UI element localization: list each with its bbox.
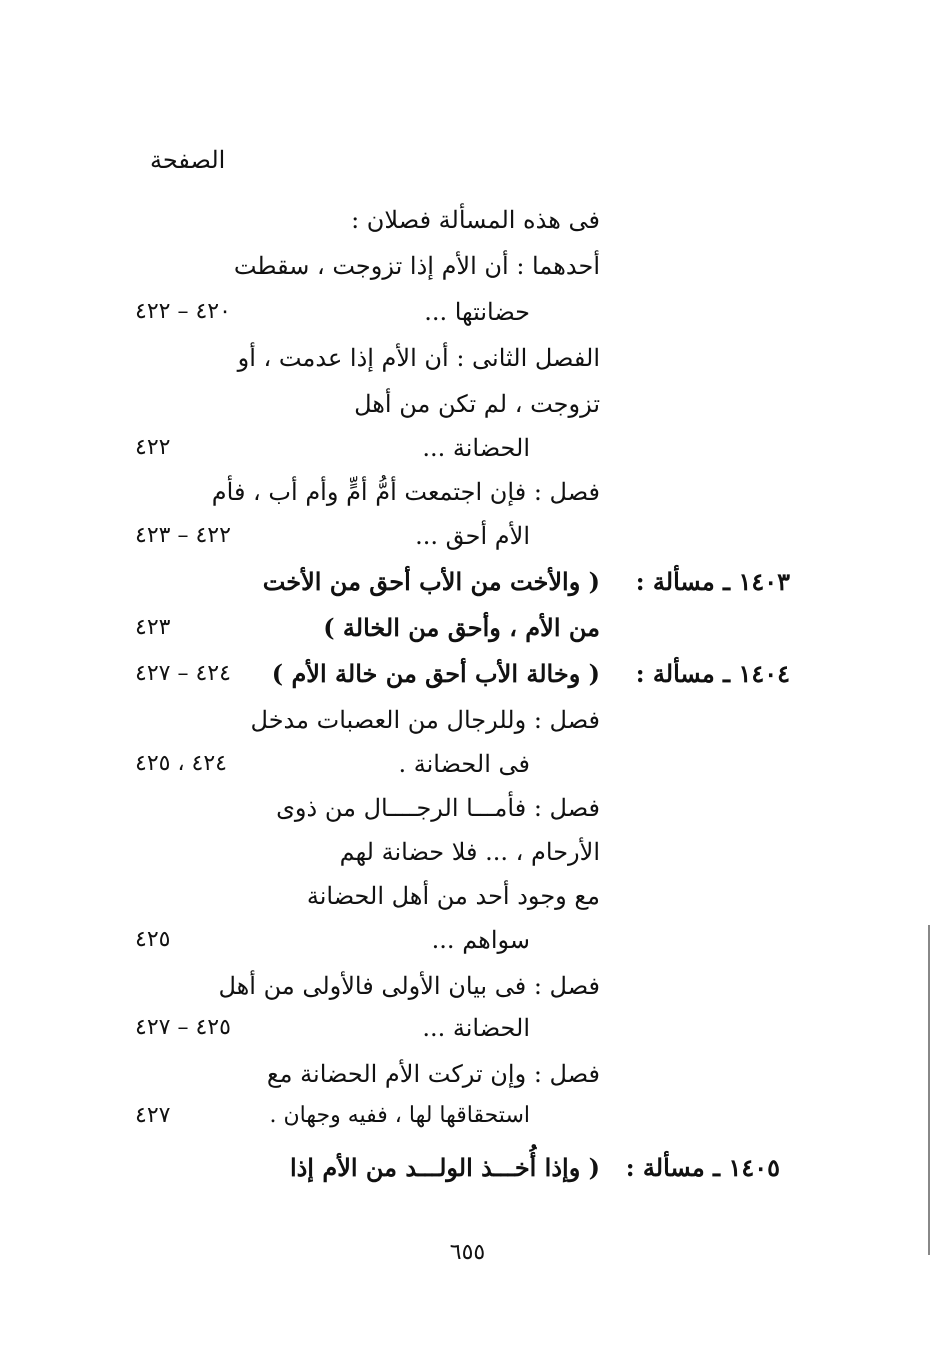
toc-text: الحضانة ... (422, 1014, 530, 1042)
toc-text: من الأم ، وأحق من الخالة ) (323, 613, 600, 642)
toc-text: فصل : فأمـــا الرجــــال من ذوى (276, 794, 600, 822)
masala-label: ١٤٠٣ ـ مسألة : (635, 567, 790, 596)
toc-text: فصل : فإن اجتمعت أمُّ أمٍّ وأم أب ، فأم (211, 478, 600, 506)
toc-page: ٤٢٢ – ٤٢٣ (135, 523, 231, 548)
page-number: ٦٥٥ (449, 1240, 486, 1265)
toc-page: ٤٢٣ (135, 615, 171, 640)
toc-row (0, 606, 935, 650)
toc-text: حضانتها ... (424, 298, 530, 326)
toc-row (0, 470, 935, 514)
toc-row (0, 742, 935, 786)
toc-row (0, 1052, 935, 1096)
toc-text: الفصل الثانى : أن الأم إذا عدمت ، أو (237, 344, 600, 372)
toc-page: ٤٢٢ (135, 435, 171, 460)
toc-row (0, 918, 935, 962)
toc-row-masala (0, 560, 935, 604)
masala-label: ١٤٠٤ ـ مسألة : (635, 659, 790, 688)
toc-row (0, 290, 935, 334)
page-column-header: الصفحة (150, 146, 226, 174)
page-edge-line (928, 925, 930, 1255)
toc-row-masala (0, 1146, 935, 1190)
toc-text: الحضانة ... (422, 434, 530, 462)
toc-row (0, 244, 935, 288)
toc-text: ( وإذا أُخـــذ الولـــد من الأم إذا (289, 1153, 600, 1182)
toc-row (0, 1006, 935, 1050)
toc-page: ٤٢٧ (135, 1103, 171, 1128)
toc-text: ( والأخت من الأب أحق من الأخت (262, 567, 600, 596)
toc-text: ( وخالة الأب أحق من خالة الأم ) (271, 659, 600, 688)
toc-page: ٤٢٤ ، ٤٢٥ (135, 751, 227, 776)
toc-row (0, 426, 935, 470)
toc-row (0, 1094, 935, 1138)
toc-text: أحدهما : أن الأم إذا تزوجت ، سقطت (233, 252, 600, 280)
toc-text: الأم أحق ... (415, 522, 530, 550)
toc-row (0, 514, 935, 558)
toc-text: تزوجت ، لم تكن من أهل (354, 390, 600, 418)
toc-row (0, 786, 935, 830)
toc-text: فصل : وإن تركت الأم الحضانة مع (266, 1060, 600, 1088)
toc-text: استحقاقها لها ، ففيه وجهان . (269, 1103, 530, 1128)
toc-row (0, 198, 935, 242)
toc-page: ٤٢٤ – ٤٢٧ (135, 661, 231, 686)
toc-row (0, 874, 935, 918)
toc-page: ٤٢٠ – ٤٢٢ (135, 299, 231, 324)
toc-text: مع وجود أحد من أهل الحضانة (306, 882, 600, 910)
toc-row (0, 698, 935, 742)
toc-text: الأرحام ، ... فلا حضانة لهم (339, 838, 600, 866)
toc-page: ٤٢٥ – ٤٢٧ (135, 1015, 231, 1040)
toc-row (0, 830, 935, 874)
toc-text: سواهم ... (431, 926, 530, 954)
masala-label: ١٤٠٥ ـ مسألة : (625, 1153, 780, 1182)
toc-text: فى هذه المسألة فصلان : (351, 206, 600, 234)
toc-page: ٤٢٥ (135, 927, 171, 952)
toc-row (0, 336, 935, 380)
toc-row-masala (0, 652, 935, 696)
toc-row (0, 382, 935, 426)
toc-text: فصل : وللرجال من العصبات مدخل (250, 706, 600, 734)
toc-row (0, 964, 935, 1008)
toc-text: فى الحضانة . (398, 750, 530, 778)
toc-text: فصل : فى بيان الأولى فالأولى من أهل (218, 972, 600, 1000)
